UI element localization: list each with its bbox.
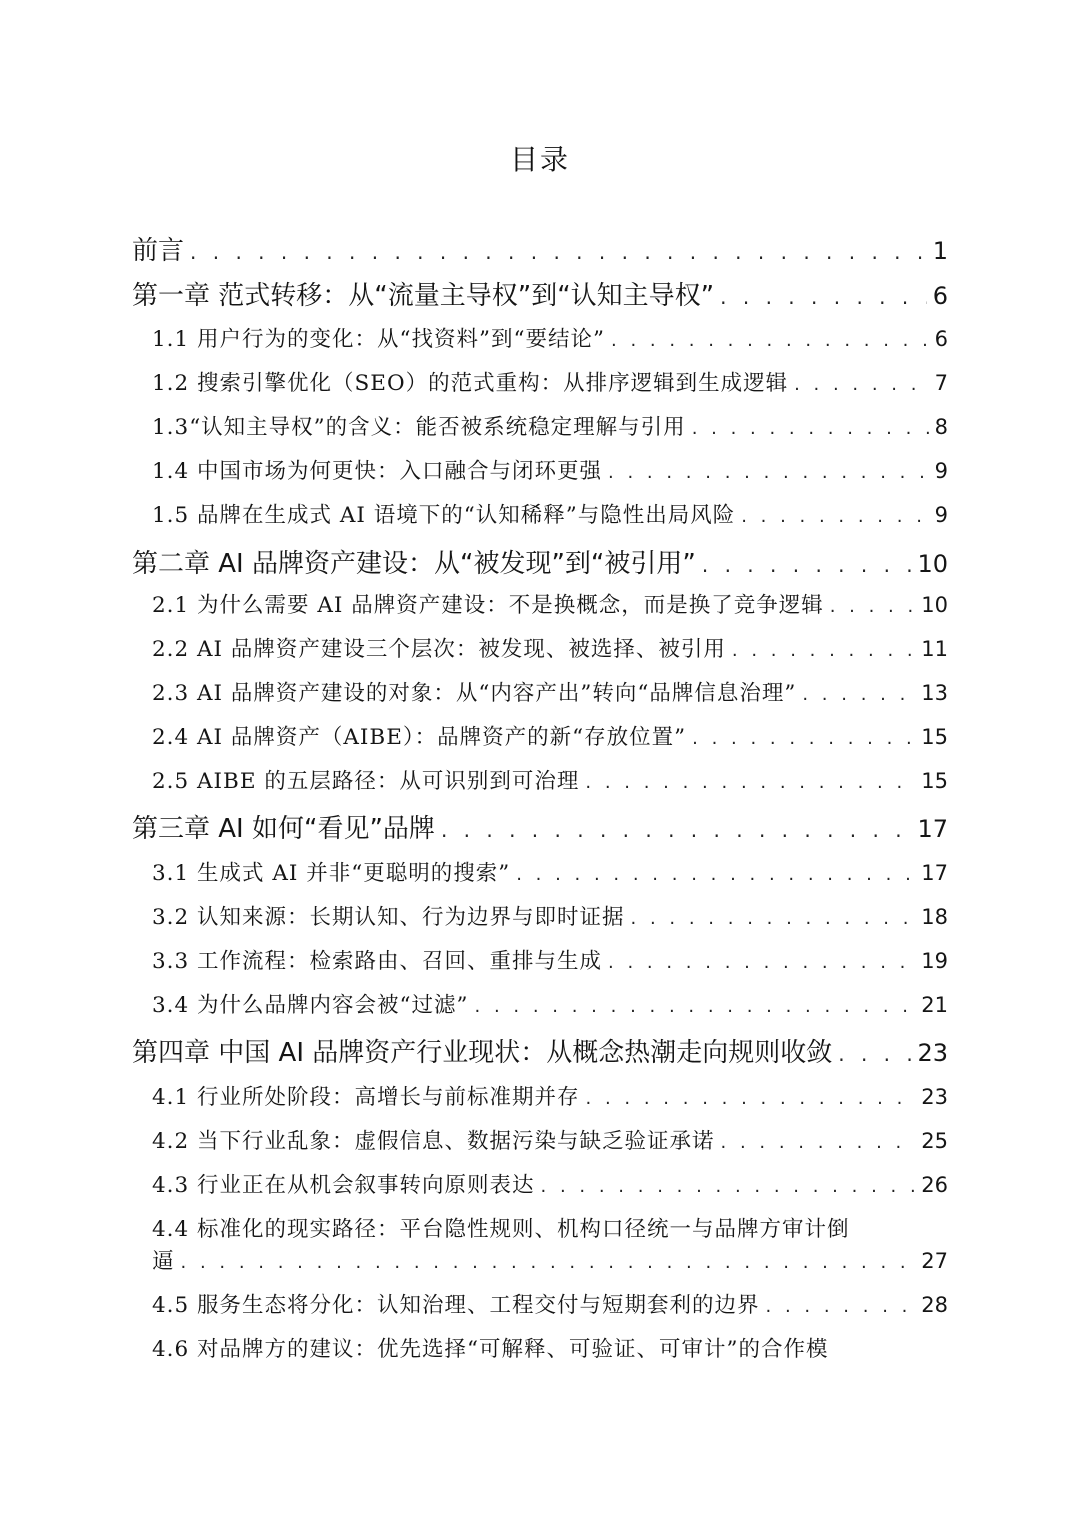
toc-section-entry <box>152 1288 948 1319</box>
toc-page-number: 27 <box>921 1249 948 1273</box>
toc-page-number: 15 <box>921 725 948 749</box>
toc-entry-text: 第三章 AI 如何“看见”品牌 <box>132 814 435 844</box>
toc-page-number: 1 <box>932 237 948 265</box>
toc-leader-dots <box>631 908 916 929</box>
toc-entry-text: 前言 <box>132 236 185 266</box>
toc-chapter-entry <box>132 275 948 312</box>
toc-leader-dots <box>721 1132 916 1153</box>
toc-entry-text: 3.4 为什么品牌内容会被“过滤” <box>152 993 469 1018</box>
toc-page-number: 25 <box>921 1129 948 1153</box>
toc-leader-dots <box>692 728 915 749</box>
toc-leader-dots <box>181 1252 916 1273</box>
toc-page-number: 6 <box>934 327 948 351</box>
toc-page-number: 18 <box>921 905 948 929</box>
toc-page-number: 13 <box>921 681 948 705</box>
toc-section-entry <box>152 900 948 931</box>
toc-section-entry <box>152 1244 948 1275</box>
toc-entry-text: 逼 <box>152 1249 175 1274</box>
toc-page-number: 17 <box>921 861 948 885</box>
toc-page-number: 10 <box>917 550 948 578</box>
toc-leader-dots <box>732 640 915 661</box>
toc-section-entry <box>152 764 948 795</box>
toc-page-number: 17 <box>917 815 948 843</box>
toc-leader-dots <box>838 1042 911 1066</box>
toc-entry-text: 2.5 AIBE 的五层路径：从可识别到可治理 <box>152 769 580 794</box>
toc-page-number: 9 <box>934 503 948 527</box>
toc-section-entry <box>152 1124 948 1155</box>
toc-entry-text: 4.4 标准化的现实路径：平台隐性规则、机构口径统一与品牌方审计倒 <box>152 1217 850 1242</box>
toc-leader-dots <box>608 462 929 483</box>
toc-chapter-entry <box>132 230 948 267</box>
toc-leader-dots <box>741 506 928 527</box>
toc-entry-text: 2.4 AI 品牌资产（AIBE）：品牌资产的新“存放位置” <box>152 725 687 750</box>
toc-section-entry <box>152 856 948 887</box>
toc-page-number: 15 <box>921 769 948 793</box>
toc-section-entry <box>152 944 948 975</box>
toc-section-entry <box>152 720 948 751</box>
toc-entry-text: 1.4 中国市场为何更快：入口融合与闭环更强 <box>152 459 603 484</box>
toc-entry-text: 4.6 对品牌方的建议：优先选择“可解释、可验证、可审计”的合作模 <box>152 1337 829 1362</box>
toc-entry-text: 第一章 范式转移：从“流量主导权”到“认知主导权” <box>132 281 715 311</box>
toc-entry-text: 4.3 行业正在从机会叙事转向原则表达 <box>152 1173 535 1198</box>
toc-leader-dots <box>802 684 915 705</box>
toc-leader-dots <box>475 996 916 1017</box>
toc-title: 目录 <box>509 143 570 176</box>
toc-section-entry <box>152 1212 948 1243</box>
toc-page-number: 19 <box>921 949 948 973</box>
toc-page-number: 10 <box>921 593 948 617</box>
toc-leader-dots <box>702 553 912 577</box>
toc-entry-text: 4.5 服务生态将分化：认知治理、工程交付与短期套利的边界 <box>152 1293 760 1318</box>
toc-page-number: 9 <box>934 459 948 483</box>
toc-leader-dots <box>611 330 929 351</box>
toc-entry-text: 2.1 为什么需要 AI 品牌资产建设：不是换概念，而是换了竞争逻辑 <box>152 593 824 618</box>
toc-entry-text: 第四章 中国 AI 品牌资产行业现状：从概念热潮走向规则收敛 <box>132 1038 833 1068</box>
toc-leader-dots <box>608 952 915 973</box>
toc-page-number: 28 <box>921 1293 948 1317</box>
toc-entry-text: 4.2 当下行业乱象：虚假信息、数据污染与缺乏验证承诺 <box>152 1129 715 1154</box>
toc-leader-dots <box>692 418 929 439</box>
toc-entry-text: 1.5 品牌在生成式 AI 语境下的“认知稀释”与隐性出局风险 <box>152 503 736 528</box>
toc-page-number: 7 <box>934 371 948 395</box>
toc-section-entry <box>152 454 948 485</box>
toc-chapter-entry <box>132 543 948 580</box>
toc-entry-text: 1.1 用户行为的变化：从“找资料”到“要结论” <box>152 327 605 352</box>
toc-entry-text: 3.3 工作流程：检索路由、召回、重排与生成 <box>152 949 603 974</box>
toc-leader-dots <box>720 285 927 309</box>
toc-page-number: 23 <box>917 1039 948 1067</box>
toc-leader-dots <box>586 1088 916 1109</box>
toc-page-number: 8 <box>934 415 948 439</box>
toc-page-number: 23 <box>921 1085 948 1109</box>
toc-page-number: 26 <box>921 1173 948 1197</box>
toc-section-entry <box>152 676 948 707</box>
toc-chapter-entry <box>132 808 948 845</box>
toc-leader-dots <box>441 818 912 842</box>
toc-entry-text: 2.2 AI 品牌资产建设三个层次：被发现、被选择、被引用 <box>152 637 726 662</box>
toc-page-number: 21 <box>921 993 948 1017</box>
toc-section-entry <box>152 632 948 663</box>
toc-section-entry <box>152 1332 948 1363</box>
toc-chapter-entry <box>132 1032 948 1069</box>
toc-entry-text: 1.3“认知主导权”的含义：能否被系统稳定理解与引用 <box>152 415 686 440</box>
toc-leader-dots <box>585 772 915 793</box>
toc-section-entry <box>152 588 948 619</box>
toc-entry-text: 3.2 认知来源：长期认知、行为边界与即时证据 <box>152 905 625 930</box>
toc-leader-dots <box>830 596 916 617</box>
toc-section-entry <box>152 1080 948 1111</box>
toc-section-entry <box>152 1168 948 1199</box>
toc-entry-text: 2.3 AI 品牌资产建设的对象：从“内容产出”转向“品牌信息治理” <box>152 681 797 706</box>
toc-section-entry <box>152 366 948 397</box>
toc-page-number: 11 <box>921 637 948 661</box>
toc-entry-text: 3.1 生成式 AI 并非“更聪明的搜索” <box>152 861 511 886</box>
toc-entry-text: 4.1 行业所处阶段：高增长与前标准期并存 <box>152 1085 580 1110</box>
toc-leader-dots <box>766 1296 916 1317</box>
toc-leader-dots <box>541 1176 916 1197</box>
toc-section-entry <box>152 410 948 441</box>
toc-section-entry <box>152 498 948 529</box>
toc-leader-dots <box>794 374 929 395</box>
toc-section-entry <box>152 988 948 1019</box>
toc-leader-dots <box>190 240 927 264</box>
toc-entry-text: 第二章 AI 品牌资产建设：从“被发现”到“被引用” <box>132 549 696 579</box>
toc-section-entry <box>152 322 948 353</box>
toc-leader-dots <box>516 864 915 885</box>
toc-entry-text: 1.2 搜索引擎优化（SEO）的范式重构：从排序逻辑到生成逻辑 <box>152 371 789 396</box>
toc-page-number: 6 <box>932 282 948 310</box>
